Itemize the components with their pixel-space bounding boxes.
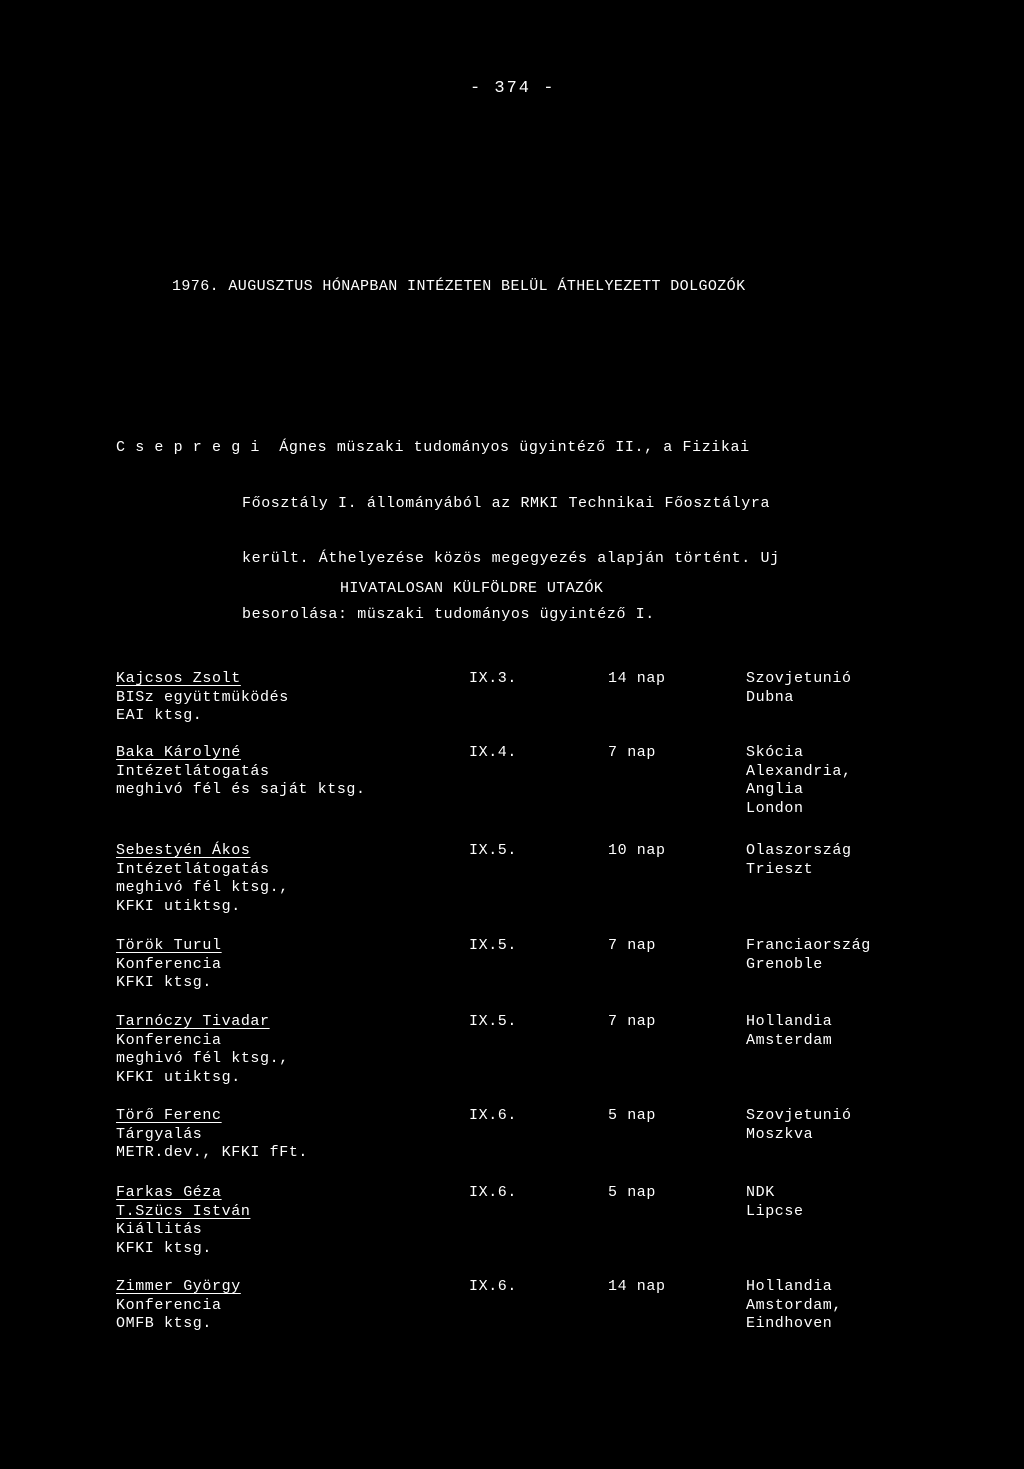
destination-line: NDK <box>746 1184 775 1201</box>
travel-date: IX.6. <box>469 1278 518 1295</box>
section-heading-travelers: HIVATALOSAN KÜLFÖLDRE UTAZÓK <box>340 580 604 597</box>
traveler-name: T.Szücs István <box>116 1202 251 1220</box>
traveler-detail: Konferencia <box>116 1031 222 1049</box>
destination-line: Dubna <box>746 688 795 706</box>
travel-duration: 5 nap <box>608 1107 657 1124</box>
traveler-person <box>116 1278 241 1334</box>
travel-date: IX.3. <box>469 670 518 687</box>
paragraph-line: Főosztály I. állományából az RMKI Technikai Főosztályra <box>242 494 771 512</box>
traveler-detail: KFKI ktsg. <box>116 1239 213 1257</box>
traveler-name: Törő Ferenc <box>116 1107 222 1124</box>
traveler-person <box>116 1184 250 1258</box>
traveler-detail: Intézetlátogatás <box>116 860 270 878</box>
destination-line: Eindhoven <box>746 1315 833 1332</box>
travel-destination <box>746 1013 832 1050</box>
travel-date: IX.5. <box>469 1013 518 1030</box>
traveler-person <box>116 842 289 916</box>
travel-duration: 14 nap <box>608 670 666 687</box>
destination-line: Lipcse <box>746 1202 804 1220</box>
travel-duration: 7 nap <box>608 1013 657 1030</box>
travel-duration: 14 nap <box>608 1278 666 1295</box>
travel-date: IX.5. <box>469 842 518 859</box>
travel-date: IX.4. <box>469 744 518 761</box>
travel-date: IX.6. <box>469 1107 518 1124</box>
traveler-name: Zimmer György <box>116 1278 241 1295</box>
traveler-name: Baka Károlyné <box>116 744 241 761</box>
traveler-name: Sebestyén Ákos <box>116 842 251 859</box>
traveler-detail: meghivó fél ktsg., <box>116 1050 289 1067</box>
travel-destination <box>746 1107 852 1144</box>
traveler-detail: meghivó fél ktsg., <box>116 879 289 896</box>
section-heading-transfers: 1976. AUGUSZTUS HÓNAPBAN INTÉZETEN BELÜL ÁTHELYEZETT DOLGOZÓK <box>172 278 746 295</box>
traveler-person <box>116 1013 289 1087</box>
traveler-detail: EAI ktsg. <box>116 707 203 724</box>
destination-line: Trieszt <box>746 860 814 878</box>
transfer-paragraph <box>116 402 780 643</box>
destination-line: Franciaország <box>746 937 871 954</box>
traveler-detail: KFKI ktsg. <box>116 974 213 991</box>
travel-destination <box>746 670 852 707</box>
destination-line: Olaszország <box>746 842 852 859</box>
paragraph-line: került. Áthelyezése közös megegyezés alapján történt. Uj <box>242 550 780 567</box>
traveler-detail: BISz együttmüködés <box>116 688 289 706</box>
destination-line: Alexandria, <box>746 762 852 780</box>
traveler-person <box>116 937 222 993</box>
traveler-detail: KFKI utiktsg. <box>116 1068 241 1086</box>
traveler-name: Török Turul <box>116 937 222 954</box>
traveler-detail: Kiállitás <box>116 1221 203 1238</box>
traveler-detail: Konferencia <box>116 955 222 973</box>
traveler-detail: OMFB ktsg. <box>116 1315 213 1332</box>
traveler-person <box>116 1107 308 1163</box>
travel-duration: 10 nap <box>608 842 666 859</box>
destination-line: London <box>746 799 804 817</box>
traveler-name: Kajcsos Zsolt <box>116 670 241 687</box>
travel-destination <box>746 744 852 818</box>
travel-duration: 7 nap <box>608 937 657 954</box>
traveler-detail: KFKI utiktsg. <box>116 897 241 915</box>
destination-line: Skócia <box>746 744 804 761</box>
page-number: - 374 - <box>470 79 556 98</box>
travel-duration: 5 nap <box>608 1184 657 1201</box>
destination-line: Amstordam, <box>746 1296 843 1314</box>
destination-line: Amsterdam <box>746 1031 833 1049</box>
travel-destination <box>746 1278 842 1334</box>
destination-line: Moszkva <box>746 1125 814 1143</box>
traveler-detail: Intézetlátogatás <box>116 762 270 780</box>
travel-destination <box>746 937 871 974</box>
traveler-detail: Konferencia <box>116 1296 222 1314</box>
traveler-detail: Tárgyalás <box>116 1125 203 1143</box>
destination-line: Hollandia <box>746 1013 833 1030</box>
destination-line: Szovjetunió <box>746 670 852 687</box>
travel-duration: 7 nap <box>608 744 657 761</box>
travel-destination <box>746 1184 804 1221</box>
traveler-person <box>116 670 289 726</box>
destination-line: Grenoble <box>746 955 823 973</box>
destination-line: Hollandia <box>746 1278 833 1295</box>
destination-line: Szovjetunió <box>746 1107 852 1124</box>
traveler-detail: METR.dev., KFKI fFt. <box>116 1144 309 1161</box>
paragraph-line: besorolása: müszaki tudományos ügyintéző I. <box>242 605 655 623</box>
traveler-name: Tarnóczy Tivadar <box>116 1013 270 1030</box>
travel-destination <box>746 842 852 879</box>
traveler-name: Farkas Géza <box>116 1184 222 1201</box>
travel-date: IX.5. <box>469 937 518 954</box>
paragraph-line: C s e p r e g i Ágnes müszaki tudományos ügyintéző II., a Fizikai <box>116 439 750 456</box>
destination-line: Anglia <box>746 781 804 798</box>
traveler-person <box>116 744 366 800</box>
travel-date: IX.6. <box>469 1184 518 1201</box>
traveler-detail: meghivó fél és saját ktsg. <box>116 781 366 798</box>
